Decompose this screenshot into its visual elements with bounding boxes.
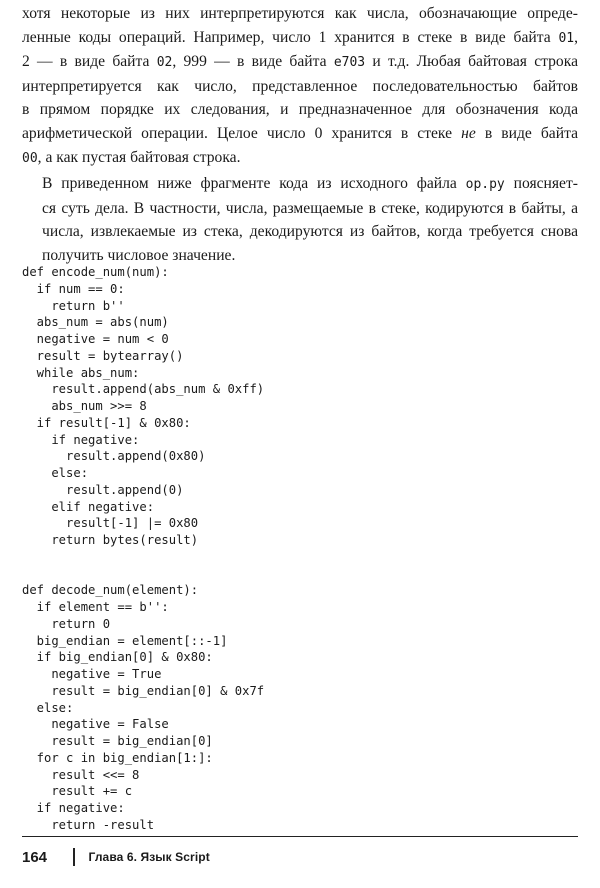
code-line: result.append(0x80) xyxy=(22,449,206,464)
page-footer xyxy=(22,846,210,868)
code-line: else: xyxy=(22,700,74,715)
code-line: for c in big_endian[1:]: xyxy=(22,750,213,765)
code-line: result <<= 8 xyxy=(22,767,140,782)
code-line: return -result xyxy=(22,817,155,832)
code-line: return bytes(result) xyxy=(22,533,199,547)
paragraph-1-line-5: в прямом порядке их следования, и предназначенное для обозначения кода xyxy=(22,101,578,119)
paragraph-1-line-2 xyxy=(22,26,578,51)
text-run: арифметической операции. Целое число 0 хранится в стеке xyxy=(22,124,462,142)
code-line: result += c xyxy=(22,784,133,799)
code-line: abs_num >>= 8 xyxy=(22,399,147,413)
paragraph-1-line-6 xyxy=(22,122,578,146)
chapter-title: Глава 6. Язык Script xyxy=(88,850,210,864)
code-line: abs_num = abs(num) xyxy=(22,315,169,330)
code-line: return 0 xyxy=(22,616,111,631)
paragraph-2-line-3: числа, извлекаемые из стека, декодируются из байтов, когда требуется снова xyxy=(42,223,578,241)
text-run: ленные коды операций. Например, число 1 хранится в стеке в виде байта xyxy=(22,28,559,46)
code-line: while abs_num: xyxy=(22,365,140,380)
code-line: def decode_num(element): xyxy=(22,583,199,598)
code-line: else: xyxy=(22,466,89,480)
inline-code: 02 xyxy=(156,55,173,71)
inline-code-filename: op.py xyxy=(465,177,505,192)
code-line: if num == 0: xyxy=(22,281,125,296)
code-line: if negative: xyxy=(22,432,140,447)
code-line: result.append(0) xyxy=(22,482,184,497)
code-listing xyxy=(22,264,264,834)
code-line: result[-1] |= 0x80 xyxy=(22,516,199,531)
code-line xyxy=(22,549,264,566)
paragraph-1-line-3 xyxy=(22,50,578,75)
paragraph-2-line-1 xyxy=(22,172,578,197)
text-run: , 999 — в виде байта xyxy=(172,53,334,71)
code-line: result.append(abs_num & 0xff) xyxy=(22,382,265,397)
paragraph-2-line-2: ся суть дела. В частности, числа, размещаемые в стеке, кодируются в байты, а xyxy=(42,199,578,217)
text-run: в виде байта xyxy=(475,124,578,142)
paragraph-2-line-4: получить числовое значение. xyxy=(42,246,236,264)
code-line: big_endian = element[::-1] xyxy=(22,633,228,648)
code-line: result = big_endian[0] & 0x7f xyxy=(22,683,265,698)
page-number: 164 xyxy=(22,848,48,866)
paragraph-1-line-4: интерпретируется как число, представленное последовательностью байтов xyxy=(22,77,578,95)
text-run: поясняет- xyxy=(504,175,578,192)
paragraph-2 xyxy=(22,172,578,267)
code-line: return b'' xyxy=(22,298,125,313)
code-line: negative = False xyxy=(22,717,169,732)
code-line: elif negative: xyxy=(22,499,155,514)
paragraph-1-line-7 xyxy=(22,146,578,171)
code-line: if result[-1] & 0x80: xyxy=(22,415,191,430)
paragraph-1 xyxy=(22,2,578,170)
code-line: def encode_num(num): xyxy=(22,265,169,279)
code-line: result = big_endian[0] xyxy=(22,734,213,748)
footer-rule xyxy=(22,836,578,837)
code-line: if big_endian[0] & 0x80: xyxy=(22,650,213,665)
inline-code: e703 xyxy=(333,55,366,71)
code-line xyxy=(22,566,264,583)
emphasis: не xyxy=(461,124,476,142)
text-run: В приведенном ниже фрагменте кода из исходного файла xyxy=(42,175,466,192)
code-line: negative = num < 0 xyxy=(22,332,169,346)
inline-code: 01 xyxy=(558,30,575,46)
text-run: , а как пустая байтовая строка. xyxy=(37,148,241,166)
code-line: if negative: xyxy=(22,801,125,815)
inline-code: 00 xyxy=(22,150,38,166)
text-run: и т.д. Любая байтовая строка xyxy=(365,53,578,71)
text-run: , xyxy=(574,28,578,46)
code-line: negative = True xyxy=(22,667,162,681)
code-line: result = bytearray() xyxy=(22,348,184,363)
text-run: 2 — в виде байта xyxy=(22,53,157,71)
paragraph-1-line-1: хотя некоторые из них интерпретируются как числа, обозначающие опреде- xyxy=(22,5,578,22)
code-line: if element == b'': xyxy=(22,600,169,614)
footer-separator xyxy=(73,848,75,866)
